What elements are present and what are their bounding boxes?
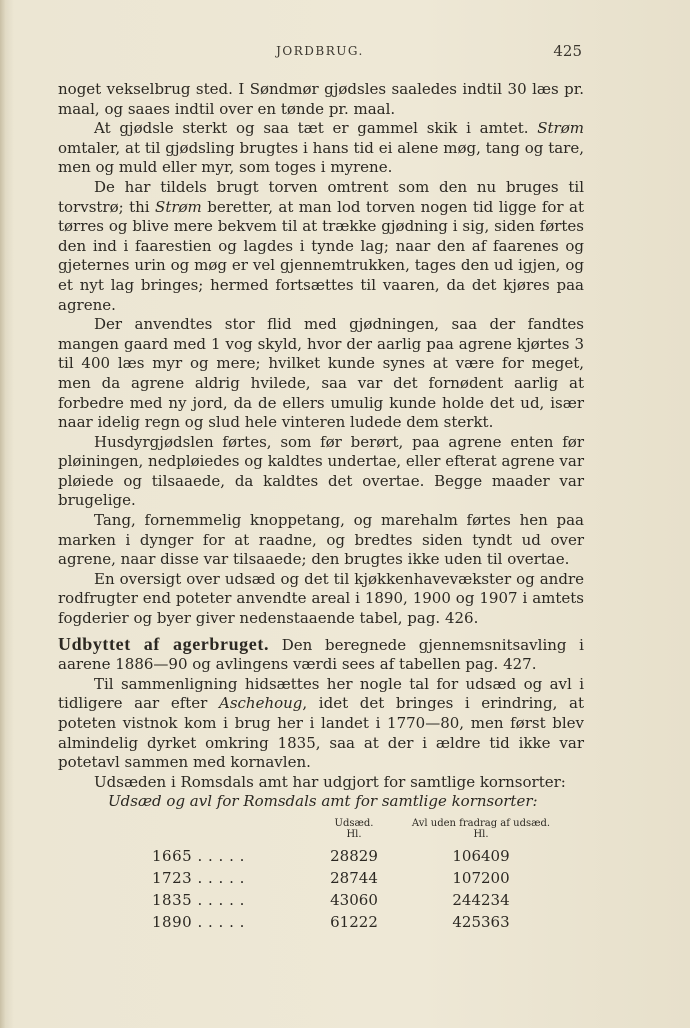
table-row	[146, 868, 562, 890]
yield-column-header: Avl uden fradrag af udsæd. Hl.	[411, 817, 551, 840]
author-name: Strøm	[155, 197, 202, 216]
paragraph: Husdyrgjødslen førtes, som før berørt, paa agrene enten før pløiningen, nedpløiedes og kaldtes undertae, eller efterat agrene var pløiede og tilsaaede, da kaldtes det overtae. Begge maader var brugelige.	[58, 432, 584, 510]
yield-cell: 107200	[452, 869, 510, 888]
table-caption: Udsæd og avl for Romsdals amt for samtlige kornsorter:	[108, 792, 538, 811]
year-cell: 1835 . . . . .	[152, 891, 245, 910]
year-cell: 1723 . . . . .	[152, 869, 245, 888]
author-name: Strøm	[537, 119, 584, 138]
seed-yield-table	[146, 818, 562, 934]
paragraph: Der anvendtes stor flid med gjødningen, saa der fandtes mangen gaard med 1 vog skyld, hvor der aarlig paa agrene kjørtes 3 til 400 læs myr og mere; hvilket kunde synes at være for meget, men da agrene aldrig hvilede, saa var det fornødent aarlig at forbedre med ny jord, da de ellers umulig kunde holde det ud, især naar idelig regn og slud hele vinteren ludede dem sterkt.	[58, 315, 584, 432]
seed-column-header: Udsæd. Hl.	[334, 817, 374, 840]
year-column-header	[146, 818, 308, 846]
table-row	[146, 846, 562, 868]
seed-cell: 43060	[330, 891, 378, 910]
paragraph: De har tildels brugt torven omtrent som den nu bruges til torvstrø; thi Strøm beretter, at man lod torven nogen tid ligge for at tørres og blive mere bekvem til at trække gjødning i sig, siden førtes den ind i faarestien og lagdes i tynde lag; naar den af faarenes og gjeternes urin og møg er vel gjennemtrukken, tages den ud igjen, og et nyt lag bringes; hermed fortsættes til vaaren, da det kjøres paa agrene.	[58, 177, 584, 314]
seed-cell: 28829	[330, 847, 378, 866]
body-text	[58, 80, 584, 934]
yield-cell: 425363	[452, 913, 510, 932]
seed-cell: 61222	[330, 913, 378, 932]
year-cell: 1665 . . . . .	[152, 847, 245, 866]
paragraph: Udbyttet af agerbruget. Den beregnede gjennemsnitsavling i aarene 1886—90 og avlingens værdi sees af tabellen pag. 427.	[58, 633, 584, 674]
running-title: JORDBRUG.	[276, 44, 364, 58]
table-row	[146, 890, 562, 912]
paragraph: Til sammenligning hidsættes her nogle tal for udsæd og avl i tidligere aar efter Aschehoug, idet det bringes i erindring, at poteten vistnok kom i brug her i landet i 1770—80, men først blev almindelig dyrket omkring 1835, saa at der i ældre tid ikke var potetavl sammen med kornavlen.	[58, 674, 584, 772]
paragraph: Tang, fornemmelig knoppetang, og marehalm førtes hen paa marken i dynger for at raadne, og bredtes siden tyndt ud over agrene, naar disse var tilsaaede; den brugtes ikke uden til overtae.	[58, 511, 584, 569]
table-row	[146, 912, 562, 934]
author-name: Aschehoug	[218, 694, 303, 713]
year-cell: 1890 . . . . .	[152, 913, 245, 932]
yield-cell: 106409	[452, 847, 510, 866]
yield-cell: 244234	[452, 891, 510, 910]
paragraph: noget vekselbrug sted. I Søndmør gjødsles saaledes indtil 30 læs pr. maal, og saaes indtil over en tønde pr. maal.	[58, 80, 584, 118]
section-heading: Udbyttet af agerbruget.	[58, 633, 270, 654]
paragraph: Udsæden i Romsdals amt har udgjort for samtlige kornsorter:	[94, 772, 566, 791]
page-binding-edge	[0, 0, 6, 1028]
page-header	[58, 44, 582, 64]
seed-cell: 28744	[330, 869, 378, 888]
paragraph: En oversigt over udsæd og det til kjøkkenhavevækster og andre rodfrugter end poteter anvendte areal i 1890, 1900 og 1907 i amtets fogderier og byer giver nedenstaaende tabel, pag. 426.	[58, 569, 584, 628]
paragraph: At gjødsle sterkt og saa tæt er gammel skik i amtet. Strøm omtaler, at til gjødsling brugtes i hans tid ei alene møg, tang og tare, men og muld eller myr, som toges i myrene.	[58, 119, 584, 177]
table-header-row	[146, 818, 562, 846]
page-number: 425	[553, 42, 582, 60]
